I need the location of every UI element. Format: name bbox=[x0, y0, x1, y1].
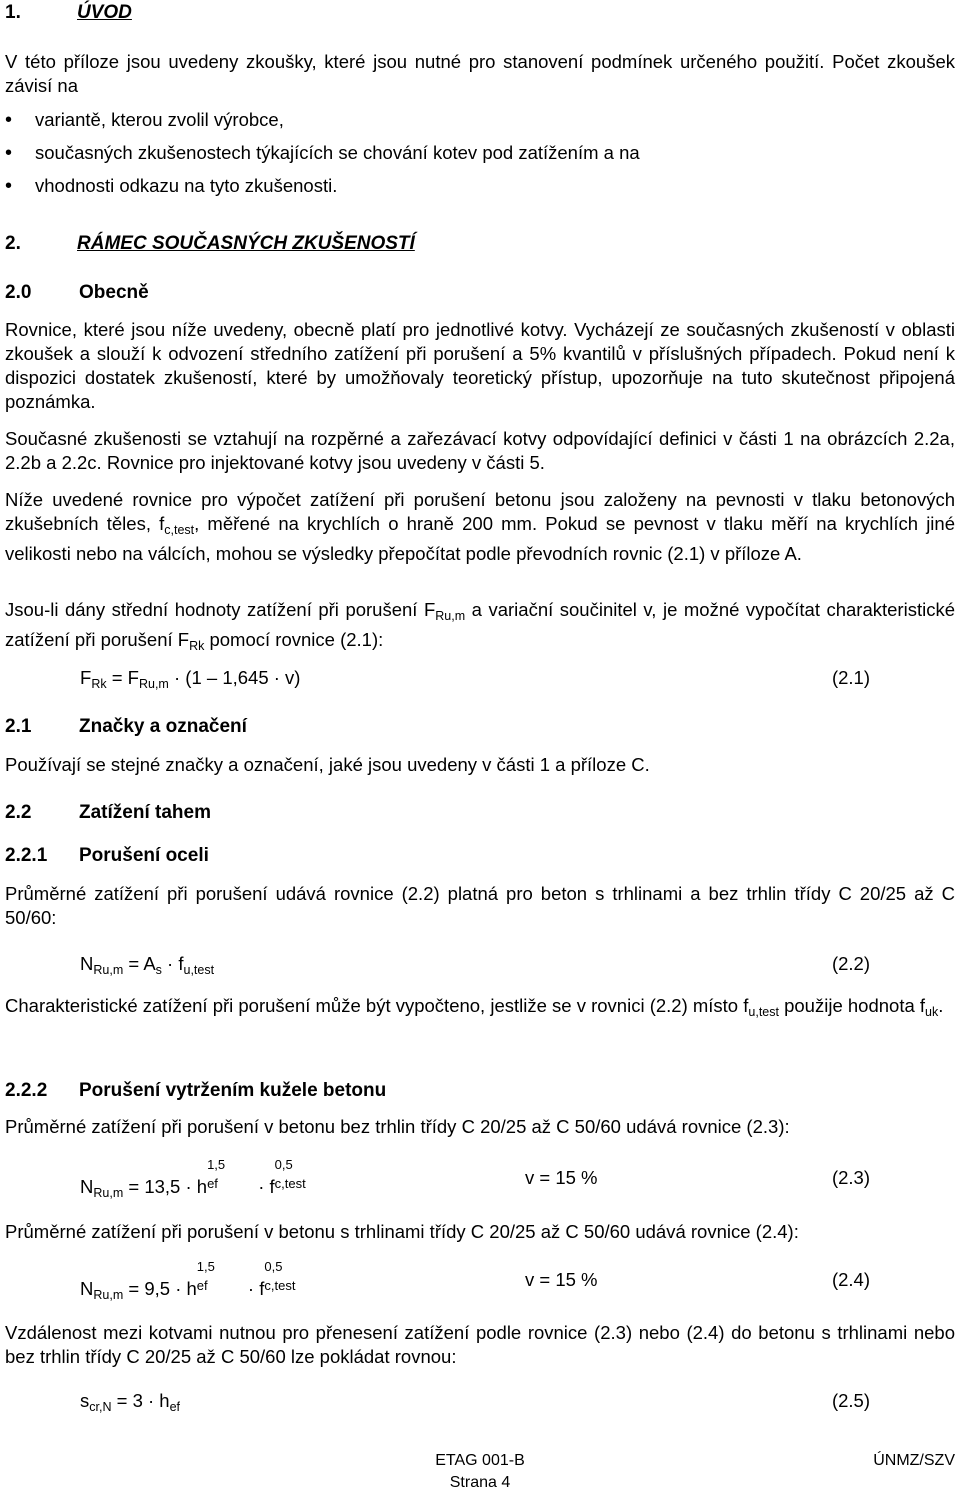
subscript: Ru,m bbox=[93, 963, 124, 977]
list-item: • vhodnosti odkazu na tyto zkušenosti. bbox=[5, 174, 955, 198]
subscript: c,test bbox=[274, 1176, 306, 1191]
footer-page-number: Strana 4 bbox=[449, 1474, 511, 1491]
paragraph-4 bbox=[5, 598, 955, 658]
subscript: ef bbox=[169, 1400, 181, 1414]
subscript: Rk bbox=[91, 677, 107, 691]
paragraph-5: Používají se stejné značky a označení, jaké jsou uvedeny v části 1 a příloze C. bbox=[5, 754, 650, 775]
text: a variační součinitel v, je možné vypočítat charakteristické zatížení při porušení F bbox=[5, 599, 955, 650]
section-2-2-2-heading bbox=[5, 1080, 386, 1102]
equation-body bbox=[80, 667, 300, 691]
paragraph-6: Průměrné zatížení při porušení udává rovnice (2.2) platná pro beton s trhlinami a bez trhlin třídy C 20/25 až C 50/60: bbox=[5, 883, 955, 928]
section-title: Zatížení tahem bbox=[79, 802, 211, 823]
subscript: Ru,m bbox=[138, 677, 169, 691]
intro-paragraph: V této příloze jsou uvedeny zkoušky, které jsou nutné pro stanovení podmínek určeného použití. Počet zkoušek závisí na bbox=[5, 51, 955, 96]
equation-number: (2.4) bbox=[831, 1269, 870, 1290]
subscript: Rk bbox=[189, 639, 205, 653]
subscript: cr,N bbox=[89, 1400, 112, 1414]
text: = F bbox=[106, 667, 139, 688]
text: pomocí rovnice (2.1): bbox=[204, 629, 384, 650]
text: Jsou-li dány střední hodnoty zatížení při porušení F bbox=[5, 599, 436, 620]
paragraph-8: Průměrné zatížení při porušení v betonu bez trhlin třídy C 20/25 až C 50/60 udává rovnice (2.3): bbox=[5, 1116, 790, 1137]
section-title: Porušení vytržením kužele betonu bbox=[79, 1080, 387, 1101]
equation-2-5 bbox=[80, 1390, 870, 1416]
equation-number: (2.5) bbox=[831, 1390, 870, 1411]
intro-bullet-list bbox=[5, 108, 955, 198]
text: Charakteristické zatížení při porušení může být vypočteno, jestliže se v rovnici (2.2) místo f bbox=[5, 995, 749, 1016]
text: N bbox=[80, 1176, 94, 1197]
equation-body bbox=[80, 1259, 320, 1302]
variation-coefficient: v = 15 % bbox=[525, 1167, 598, 1188]
section-title: ÚVOD bbox=[77, 2, 132, 23]
exponent-stack bbox=[274, 1157, 331, 1195]
section-number: 2.2 bbox=[5, 802, 32, 823]
text: = 13,5 · h bbox=[123, 1176, 208, 1197]
text: · f bbox=[253, 1176, 275, 1197]
section-2-heading bbox=[5, 233, 415, 255]
exponent-stack bbox=[196, 1259, 243, 1297]
text: = 3 · h bbox=[111, 1390, 170, 1411]
exponent-stack bbox=[264, 1259, 320, 1297]
subscript: ef bbox=[196, 1278, 208, 1293]
subscript: u,test bbox=[183, 963, 215, 977]
text: = A bbox=[123, 953, 156, 974]
text: , měřené na krychlích o hraně 200 mm. Pokud se pevnost v tlaku měří na krychlích jiné velikosti nebo na válcích, mohou se výsledky přepočítat podle převodních rovnic (2.1) v příloze A. bbox=[5, 513, 955, 564]
text: s bbox=[80, 1390, 90, 1411]
text: N bbox=[80, 953, 94, 974]
text: F bbox=[80, 667, 92, 688]
equation-body bbox=[80, 953, 214, 977]
subscript: c,test bbox=[264, 1278, 296, 1293]
subscript: Ru,m bbox=[435, 609, 466, 623]
superscript: 0,5 bbox=[274, 1157, 293, 1172]
text: = 9,5 · h bbox=[123, 1278, 197, 1299]
paragraph-2: Současné zkušenosti se vztahují na rozpěrné a zařezávací kotvy odpovídající definici v části 1 na obrázcích 2.2a, 2.2b a 2.2c. Rovnice pro injektované kotvy jsou uvedeny v části 5. bbox=[5, 428, 955, 473]
section-number: 2.2.1 bbox=[5, 845, 48, 866]
text: Níže uvedené rovnice pro výpočet zatížení při porušení betonu jsou založeny na pevnosti v tlaku betonových zkušebních těles, f bbox=[5, 489, 955, 534]
section-number: 2.0 bbox=[5, 282, 32, 303]
subscript: c,test bbox=[164, 523, 195, 537]
section-number: 2. bbox=[5, 233, 21, 254]
subscript: s bbox=[155, 963, 162, 977]
equation-number: (2.1) bbox=[831, 667, 870, 688]
section-number: 2.2.2 bbox=[5, 1080, 48, 1101]
superscript: 1,5 bbox=[196, 1259, 215, 1274]
section-2-1-heading bbox=[5, 716, 247, 738]
text: · f bbox=[242, 1278, 265, 1299]
equation-2-3 bbox=[80, 1157, 870, 1200]
list-item: • variantě, kterou zvolil výrobce, bbox=[5, 108, 955, 132]
footer-organization: ÚNMZ/SZV bbox=[873, 1452, 955, 1469]
subscript: Ru,m bbox=[93, 1186, 124, 1200]
paragraph-9: Průměrné zatížení při porušení v betonu s trhlinami třídy C 20/25 až C 50/60 udává rovnice (2.4): bbox=[5, 1221, 799, 1242]
section-number: 1. bbox=[5, 2, 21, 23]
superscript: 1,5 bbox=[207, 1157, 226, 1172]
section-2-0-heading bbox=[5, 282, 149, 304]
subscript: ef bbox=[207, 1176, 218, 1191]
equation-body bbox=[80, 1390, 180, 1414]
paragraph-3 bbox=[5, 488, 955, 566]
subscript: Ru,m bbox=[93, 1288, 124, 1302]
text: · f bbox=[161, 953, 184, 974]
subscript: u,test bbox=[748, 1005, 779, 1019]
text: · (1 – 1,645 · v) bbox=[168, 667, 301, 688]
paragraph-7 bbox=[5, 994, 955, 1024]
equation-number: (2.3) bbox=[831, 1167, 870, 1188]
section-title: Porušení oceli bbox=[79, 845, 209, 866]
exponent-stack bbox=[207, 1157, 253, 1195]
variation-coefficient: v = 15 % bbox=[525, 1269, 598, 1290]
paragraph-1: Rovnice, které jsou níže uvedeny, obecně platí pro jednotlivé kotvy. Vycházejí ze současných zkušeností v oblasti zkoušek a slouží k odvození středního zatížení při porušení a 5% kvantilů v příslušných případech. Pokud není k dispozici dostatek zkušeností, které by umožňovaly teoretický přístup, upozorňuje na tuto skutečnost připojená poznámka. bbox=[5, 319, 955, 412]
paragraph-10: Vzdálenost mezi kotvami nutnou pro přenesení zatížení podle rovnice (2.3) nebo (2.4) do betonu s trhlinami nebo bez trhlin třídy C 20/25 až C 50/60 lze pokládat rovnou: bbox=[5, 1322, 955, 1367]
equation-2-2 bbox=[80, 953, 870, 979]
equation-2-1 bbox=[80, 667, 870, 693]
equation-number: (2.2) bbox=[831, 953, 870, 974]
section-1-heading bbox=[5, 2, 132, 24]
superscript: 0,5 bbox=[264, 1259, 283, 1274]
text: N bbox=[80, 1278, 94, 1299]
section-2-2-heading bbox=[5, 802, 211, 824]
section-title: Obecně bbox=[79, 282, 149, 303]
equation-body bbox=[80, 1157, 331, 1200]
section-2-2-1-heading bbox=[5, 845, 209, 867]
text: . bbox=[938, 995, 944, 1016]
list-item: • současných zkušenostech týkajících se chování kotev pod zatížením a na bbox=[5, 141, 955, 165]
section-number: 2.1 bbox=[5, 716, 32, 737]
footer-doc-id: ETAG 001-B bbox=[435, 1452, 525, 1469]
text: použije hodnota f bbox=[778, 995, 926, 1016]
section-title: Značky a označení bbox=[79, 716, 247, 737]
section-title: RÁMEC SOUČASNÝCH ZKUŠENOSTÍ bbox=[77, 233, 415, 254]
subscript: uk bbox=[925, 1005, 939, 1019]
equation-2-4 bbox=[80, 1259, 870, 1302]
